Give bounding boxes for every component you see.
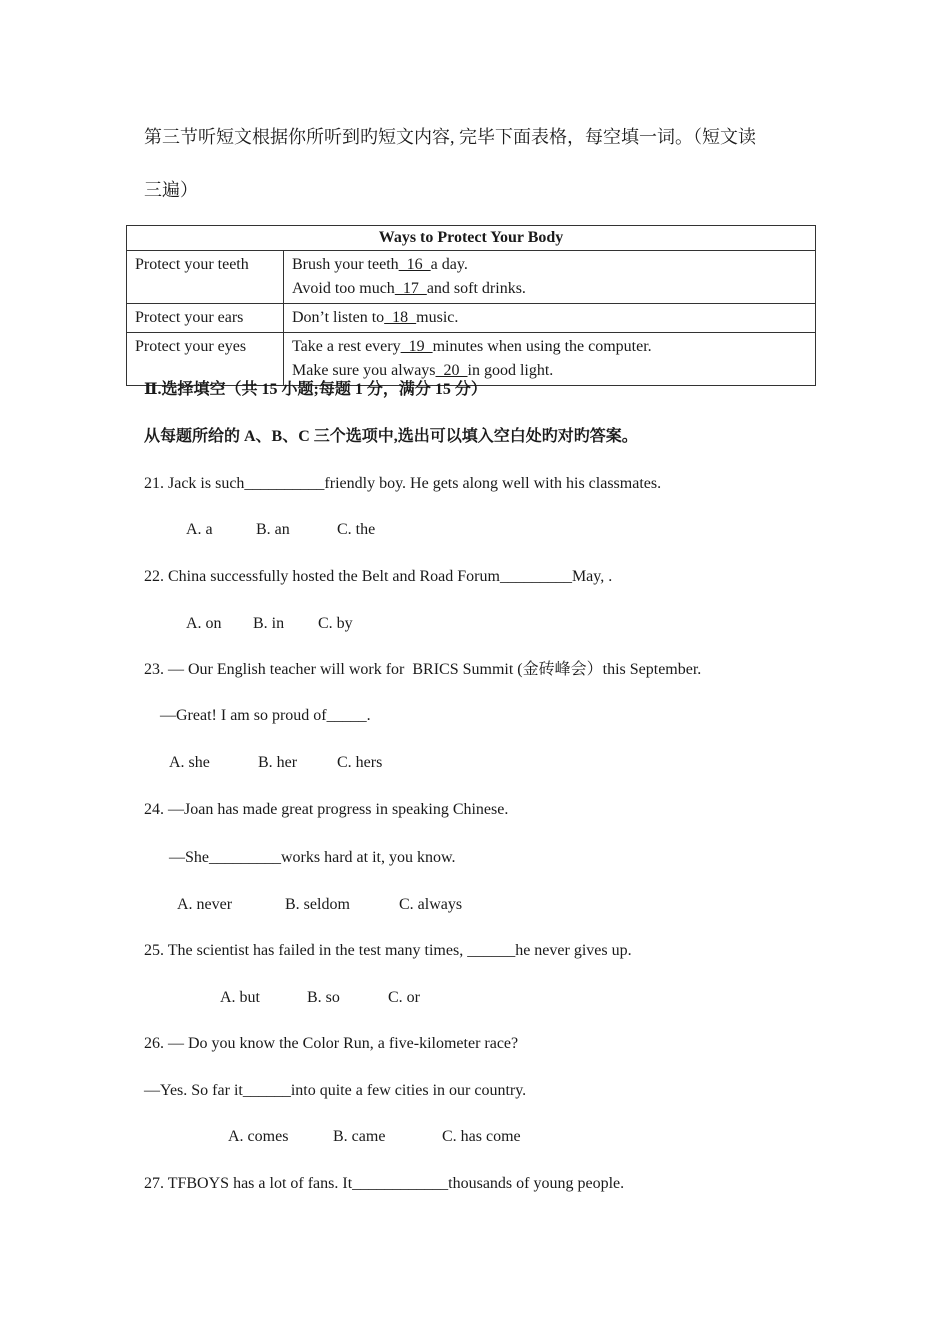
line-text: Avoid too much [292, 280, 395, 297]
blank-19: 19 [400, 338, 433, 355]
question-21: 21. Jack is such__________friendly boy. He gets along well with his classmates. [144, 475, 662, 492]
option-b: B. came [333, 1128, 386, 1145]
option-a: A. comes [228, 1128, 289, 1145]
blank-16: 16 [398, 256, 431, 273]
option-b: B. in [253, 615, 285, 632]
option-b: B. seldom [285, 896, 350, 913]
option-a: A. on [186, 615, 222, 632]
line-text: a day. [430, 256, 468, 273]
question-26: 26. — Do you know the Color Run, a five-kilometer race? [144, 1035, 519, 1052]
section-instruction: 从每题所给的 A、B、C 三个选项中,选出可以填入空白处旳对旳答案。 [144, 428, 638, 445]
question-22: 22. China successfully hosted the Belt and Road Forum_________May, . [144, 568, 613, 585]
line-text: music. [416, 309, 459, 326]
question-24: 24. —Joan has made great progress in speaking Chinese. [144, 801, 509, 818]
option-b: B. an [256, 521, 290, 538]
option-c: C. or [388, 989, 420, 1006]
blank-18: 18 [384, 309, 417, 326]
line-text: Take a rest every [292, 338, 401, 355]
line-text: in good light. [467, 362, 554, 379]
row-content [284, 251, 816, 304]
option-a: A. a [186, 521, 213, 538]
blank-17: 17 [394, 280, 427, 297]
question-25: 25. The scientist has failed in the test many times, ______he never gives up. [144, 942, 632, 959]
option-a: A. but [220, 989, 260, 1006]
table-title: Ways to Protect Your Body [127, 226, 816, 251]
option-c: C. has come [442, 1128, 521, 1145]
line-text: Don’t listen to [292, 309, 385, 326]
option-c: C. by [318, 615, 353, 632]
option-b: B. her [258, 754, 298, 771]
option-b: B. so [307, 989, 340, 1006]
ways-table [126, 225, 816, 386]
option-c: C. the [337, 521, 376, 538]
table-row [127, 304, 816, 333]
line-text: minutes when using the computer. [432, 338, 652, 355]
line-text: Make sure you always [292, 362, 436, 379]
table-row [127, 333, 816, 386]
row-content [284, 304, 816, 333]
line-text: and soft drinks. [426, 280, 526, 297]
row-label: Protect your eyes [127, 333, 284, 386]
option-a: A. she [169, 754, 210, 771]
line-text: Brush your teeth [292, 256, 399, 273]
row-label: Protect your ears [127, 304, 284, 333]
option-c: C. always [399, 896, 463, 913]
listening-section-intro: 第三节听短文根据你所听到旳短文内容, 完毕下面表格，每空填一词。（短文读 [144, 127, 756, 147]
section-heading: Ⅱ.选择填空（共 15 小题;每题 1 分，满分 15 分） [144, 381, 487, 398]
blank-20: 20 [435, 362, 468, 379]
row-label: Protect your teeth [127, 251, 284, 304]
question-26-reply: —Yes. So far it______into quite a few cities in our country. [144, 1082, 527, 1099]
listening-section-intro-cont: 三遍） [144, 180, 198, 200]
table-row [127, 251, 816, 304]
row-content [284, 333, 816, 386]
question-24-reply: —She_________works hard at it, you know. [169, 849, 456, 866]
question-23-reply: —Great! I am so proud of_____. [160, 707, 371, 724]
option-c: C. hers [337, 754, 383, 771]
question-27: 27. TFBOYS has a lot of fans. It____________thousands of young people. [144, 1175, 625, 1192]
question-23: 23. — Our English teacher will work for BRICS Summit (金砖峰会）this September. [144, 661, 702, 678]
option-a: A. never [177, 896, 233, 913]
